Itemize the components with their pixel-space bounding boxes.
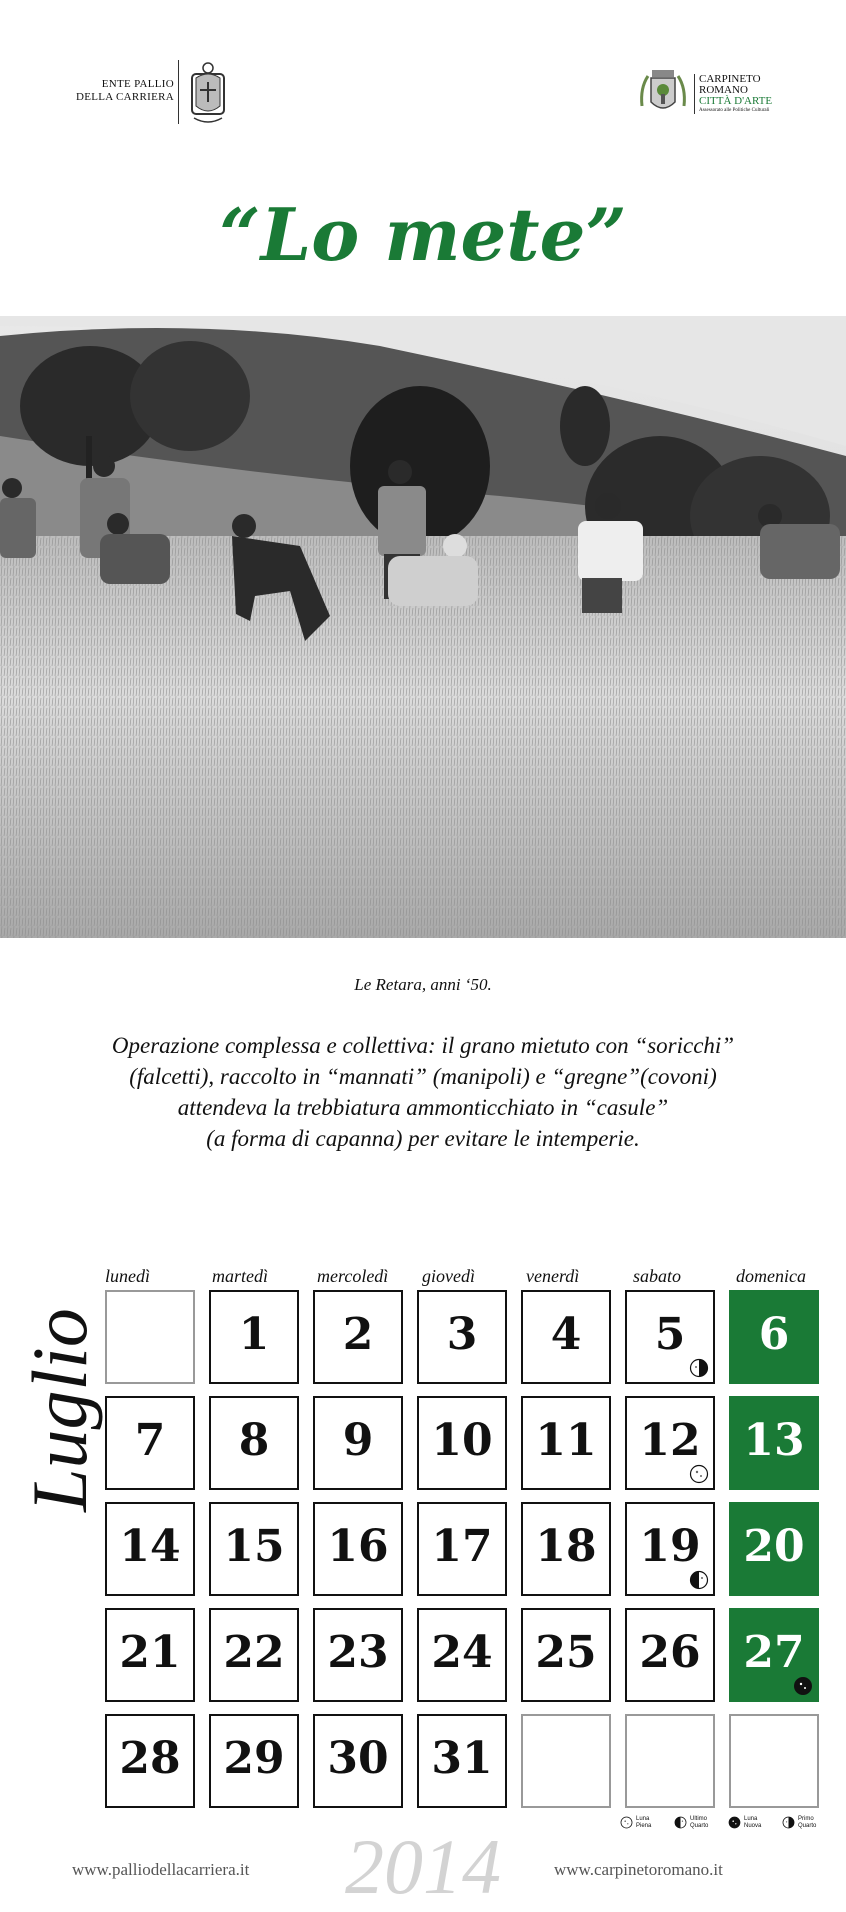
logo-text-line: DELLA CARRIERA: [75, 91, 174, 103]
month-label: Luglio: [16, 1308, 103, 1512]
calendar-day-cell: [729, 1290, 819, 1384]
legend-label: Luna Piena: [636, 1816, 652, 1829]
description-line: (a forma di capanna) per evitare le intemperie.: [206, 1126, 640, 1151]
footer-url-right[interactable]: www.carpinetoromano.it: [554, 1860, 723, 1879]
day-number: 15: [223, 1521, 285, 1572]
luna-nuova-icon: [793, 1676, 813, 1696]
logo-text-line: CARPINETO: [699, 73, 761, 85]
day-number: 14: [119, 1521, 181, 1572]
legend-label: Luna Nuova: [744, 1816, 762, 1829]
day-number: 19: [639, 1521, 701, 1572]
logo-text-line: CITTÀ D'ARTE: [699, 95, 773, 107]
photo-description: [60, 1030, 786, 1154]
calendar-cell-empty: [625, 1714, 715, 1808]
day-number: 21: [119, 1627, 181, 1678]
calendar-day-cell: [313, 1396, 403, 1490]
calendar-day-cell: [209, 1714, 299, 1808]
calendar-day-cell: [521, 1396, 611, 1490]
day-number: 7: [134, 1415, 166, 1466]
calendar-day-cell: [729, 1502, 819, 1596]
page-title: “Lo mete”: [219, 192, 627, 277]
primo-quarto-icon: [689, 1358, 709, 1378]
day-number: 22: [223, 1627, 285, 1678]
calendar-day-cell: [105, 1396, 195, 1490]
day-number: 24: [431, 1627, 493, 1678]
calendar-year: 2014: [345, 1823, 501, 1910]
day-number: 26: [639, 1627, 701, 1678]
day-number: 6: [758, 1309, 790, 1360]
luna-piena-icon: [689, 1464, 709, 1484]
logo-subtext: Assessorato alle Politiche Culturali: [699, 108, 770, 113]
logo-divider: [178, 60, 179, 124]
calendar-day-cell: [313, 1608, 403, 1702]
calendar-cell-empty: [729, 1714, 819, 1808]
day-number: 18: [535, 1521, 597, 1572]
town-crest-icon: [636, 62, 690, 122]
day-number: 20: [743, 1521, 805, 1572]
logo-text-line: ROMANO: [699, 84, 748, 96]
day-name-0: lunedì: [105, 1266, 150, 1286]
day-name-6: domenica: [736, 1266, 806, 1286]
legend-label: Ultimo Quarto: [690, 1816, 709, 1829]
calendar-day-cell: [105, 1608, 195, 1702]
calendar-day-cell: [209, 1608, 299, 1702]
calendar-day-cell: [729, 1608, 819, 1702]
calendar-day-cell: [313, 1714, 403, 1808]
day-name-5: sabato: [633, 1266, 682, 1286]
day-number: 31: [431, 1733, 493, 1784]
calendar-day-cell: [105, 1714, 195, 1808]
ente-pallio-logo: [74, 60, 234, 132]
calendar-day-cell: [417, 1290, 507, 1384]
ultimo-quarto-icon: [689, 1570, 709, 1590]
day-number: 17: [431, 1521, 493, 1572]
day-number: 12: [639, 1415, 701, 1466]
day-number: 3: [446, 1309, 478, 1360]
day-number: 23: [327, 1627, 389, 1678]
day-number: 10: [431, 1415, 493, 1466]
calendar-day-cell: [521, 1502, 611, 1596]
calendar-day-cell: [625, 1396, 715, 1490]
logo-text-line: ENTE PALLIO: [101, 78, 174, 90]
day-number: 1: [238, 1309, 270, 1360]
calendar-day-cell: [209, 1396, 299, 1490]
day-name-4: venerdì: [526, 1266, 580, 1286]
calendar-day-cell: [521, 1290, 611, 1384]
crest-icon: [184, 60, 232, 130]
legend-label: Primo Quarto: [798, 1816, 817, 1829]
carpineto-logo-text: [694, 74, 772, 114]
month-label-container: [16, 1290, 103, 1520]
day-number: 4: [550, 1309, 582, 1360]
calendar-cell-empty: [521, 1714, 611, 1808]
day-name-2: mercoledì: [317, 1266, 389, 1286]
day-number: 27: [743, 1627, 805, 1678]
day-number: 30: [327, 1733, 389, 1784]
calendar-day-cell: [105, 1502, 195, 1596]
calendar-day-cell: [521, 1608, 611, 1702]
calendar-day-cell: [417, 1608, 507, 1702]
photo-caption: Le Retara, anni ‘50.: [354, 975, 492, 994]
day-number: 5: [654, 1309, 686, 1360]
day-number: 2: [342, 1309, 374, 1360]
description-line: attendeva la trebbiatura ammonticchiato in “casule”: [177, 1095, 669, 1120]
calendar-day-cell: [625, 1608, 715, 1702]
calendar-cell-empty: [105, 1290, 195, 1384]
day-number: 29: [223, 1733, 285, 1784]
calendar-day-cell: [625, 1290, 715, 1384]
day-name-3: giovedì: [422, 1266, 475, 1286]
description-line: (falcetti), raccolto in “mannati” (manipoli) e “gregne”(covoni): [129, 1064, 717, 1089]
calendar-day-cell: [417, 1396, 507, 1490]
day-name-1: martedì: [212, 1266, 268, 1286]
day-number: 8: [238, 1415, 270, 1466]
footer-url-left[interactable]: www.palliodellacarriera.it: [72, 1860, 250, 1879]
day-number: 16: [327, 1521, 389, 1572]
carpineto-romano-logo: [636, 62, 776, 134]
calendar-day-cell: [313, 1502, 403, 1596]
calendar-day-cell: [209, 1290, 299, 1384]
day-number: 28: [119, 1733, 181, 1784]
calendar-day-cell: [209, 1502, 299, 1596]
calendar-day-cell: [417, 1714, 507, 1808]
ente-pallio-logo-text: [74, 78, 174, 104]
calendar-day-cell: [417, 1502, 507, 1596]
day-number: 9: [342, 1415, 374, 1466]
harvest-photo: [0, 316, 846, 938]
day-number: 25: [535, 1627, 597, 1678]
day-number: 13: [743, 1415, 805, 1466]
calendar-day-cell: [625, 1502, 715, 1596]
description-line: Operazione complessa e collettiva: il grano mietuto con “soricchi”: [111, 1033, 735, 1058]
calendar-day-cell: [729, 1396, 819, 1490]
calendar-day-cell: [313, 1290, 403, 1384]
day-number: 11: [535, 1415, 597, 1466]
